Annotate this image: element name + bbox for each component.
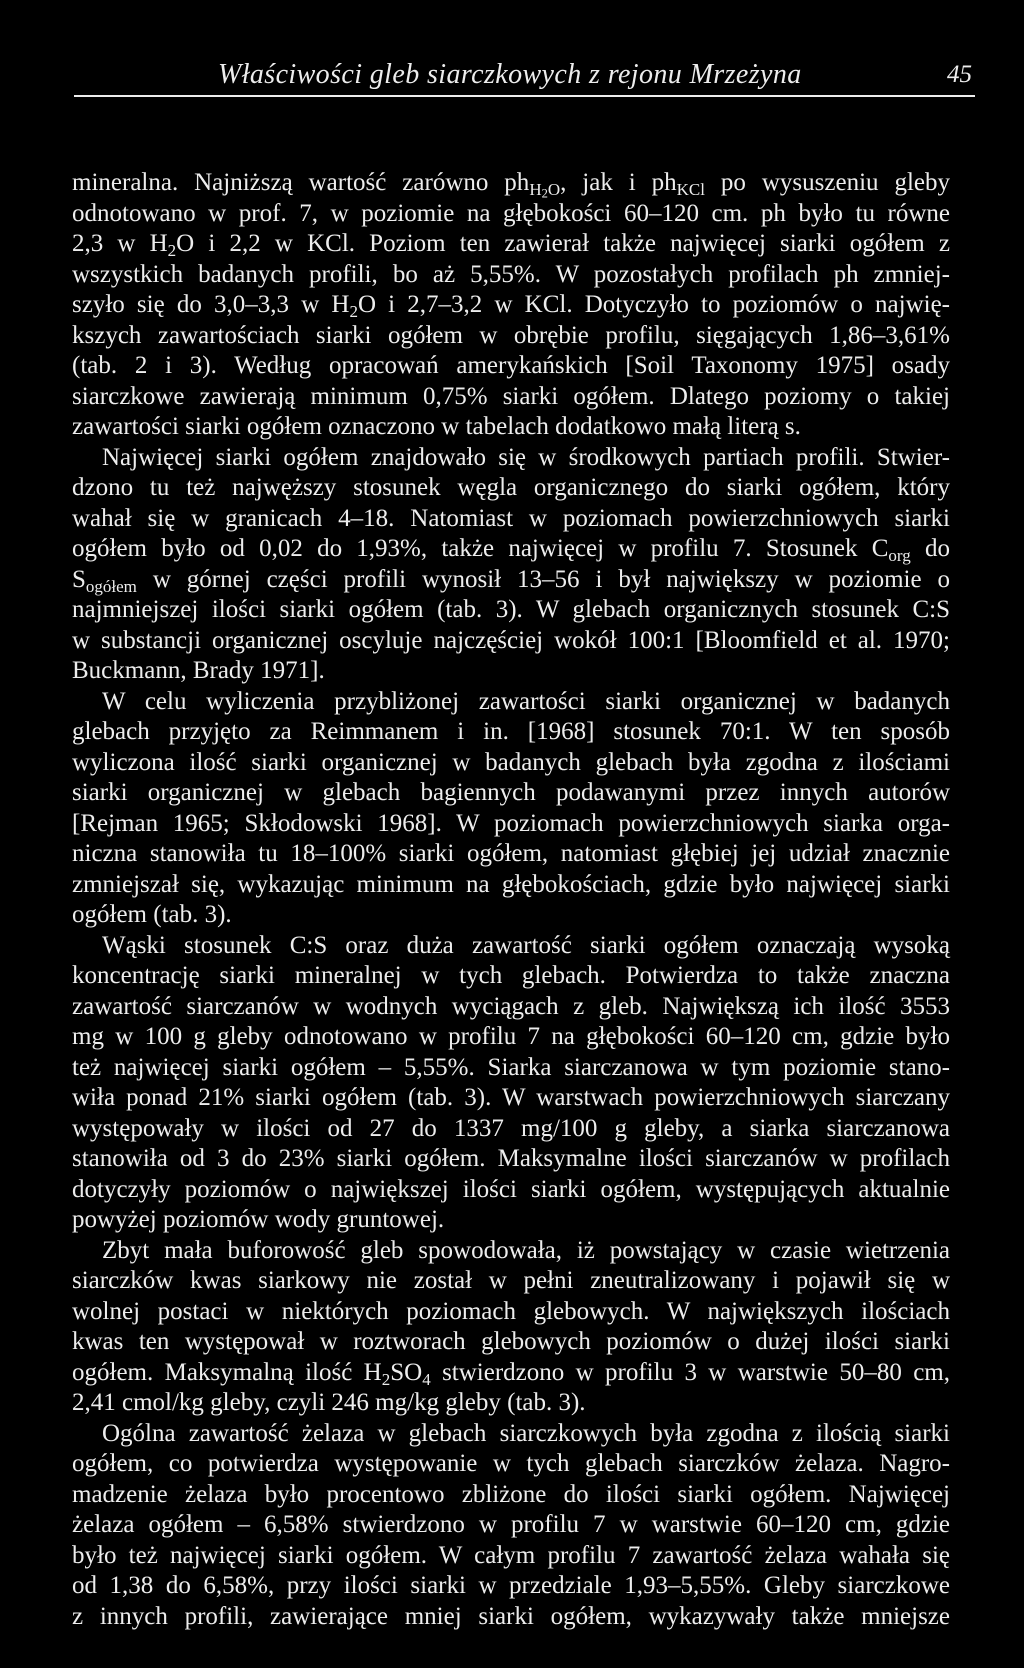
text-run: wiła ponad 21% siarki ogółem (tab. 3). W warstwach powierzchniowych siarczany [72, 1084, 950, 1111]
text-run: dzono tu też najwęższy stosunek węgla organicznego do siarki ogółem, który [72, 474, 950, 501]
text-line [72, 1480, 950, 1511]
text-line [72, 1114, 950, 1145]
text-run: kwas ten występował w roztworach glebowych poziomów o dużej ilości siarki [72, 1328, 950, 1355]
paragraph [72, 443, 950, 687]
text-run: 2,41 cmol/kg gleby, czyli 246 mg/kg gleby (tab. 3). [72, 1389, 586, 1416]
text-line [72, 229, 950, 260]
subscript-text: ogółem [85, 576, 137, 596]
text-line [72, 351, 950, 382]
text-line [72, 626, 950, 657]
text-line [72, 1205, 950, 1236]
text-run: do [910, 535, 951, 562]
text-run: 2,3 w H [72, 230, 168, 257]
text-line [72, 260, 950, 291]
text-run: SO [390, 1358, 423, 1386]
text-run: mg w 100 g gleby odnotowano w profilu 7 na głębokości 60–120 cm, gdzie było [72, 1023, 950, 1050]
text-run: ogółem było od 0,02 do 1,93%, także najwięcej w profilu 7. Stosunek C [72, 535, 889, 562]
text-line [72, 748, 950, 779]
text-run: wolnej postaci w niektórych poziomach glebowych. W największych ilościach [72, 1297, 950, 1325]
text-run: żelaza ogółem – 6,58% stwierdzono w profilu 7 w warstwie 60–120 cm, gdzie [72, 1511, 950, 1538]
text-run: O i 2,7–3,2 w KCl. Dotyczyło to poziomów o najwię- [357, 291, 950, 318]
text-run: stanowiła od 3 do 23% siarki ogółem. Maksymalne ilości siarczanów w profilach [72, 1145, 950, 1172]
text-line [72, 534, 950, 565]
text-line [72, 1297, 950, 1328]
subscript-text: H [529, 180, 542, 200]
text-run: zawartości siarki ogółem oznaczono w tabelach dodatkowo małą literą s. [72, 413, 801, 440]
text-run: odnotowano w prof. 7, w poziomie na głębokości 60–120 cm. ph było tu równe [72, 199, 950, 227]
text-run: S [72, 565, 86, 593]
text-run: dotyczyły poziomów o największej ilości siarki ogółem, występujących aktualnie [72, 1175, 950, 1203]
text-line [72, 656, 950, 687]
paragraph [72, 1236, 950, 1419]
text-run: z innych profili, zawierające mniej siarki ogółem, wykazywały także mniejsze [72, 1602, 950, 1630]
body-text [72, 168, 950, 1632]
text-line [72, 595, 950, 626]
subscript-text: org [888, 546, 911, 566]
text-line [72, 1571, 950, 1602]
text-line [72, 1175, 950, 1206]
text-run: [Rejman 1965; Skłodowski 1968]. W poziomach powierzchniowych siarka orga- [72, 809, 950, 837]
text-run: siarki organicznej w glebach bagiennych podawanymi przez innych autorów [72, 779, 950, 806]
text-line [72, 290, 950, 321]
text-run: siarczków kwas siarkowy nie został w pełni zneutralizowany i pojawił się w [72, 1267, 950, 1294]
text-run: najmniejszej ilości siarki ogółem (tab. 3). W glebach organicznych stosunek C:S [72, 596, 950, 623]
text-line [72, 961, 950, 992]
paragraph [72, 687, 950, 931]
running-header-title: Właściwości gleb siarczkowych z rejonu Mrzeżyna [218, 59, 802, 90]
text-line [72, 900, 950, 931]
text-line [72, 778, 950, 809]
text-run: kszych zawartościach siarki ogółem w obrębie profilu, sięgających 1,86–3,61% [72, 321, 950, 349]
text-run: ogółem. Maksymalną ilość H [72, 1358, 382, 1386]
text-line [72, 504, 950, 535]
text-line [72, 870, 950, 901]
text-run: wszystkich badanych profili, bo aż 5,55%. W pozostałych profilach ph zmniej- [72, 260, 950, 288]
text-run: od 1,38 do 6,58%, przy ilości siarki w przedziale 1,93–5,55%. Gleby siarczkowe [72, 1572, 950, 1599]
text-line [72, 1419, 950, 1450]
header-rule [74, 95, 975, 97]
text-line [72, 1449, 950, 1480]
text-run: było też najwięcej siarki ogółem. W całym profilu 7 zawartość żelaza wahała się [72, 1541, 950, 1569]
text-line [72, 1602, 950, 1633]
text-line [72, 1388, 950, 1419]
text-run: Zbyt mała buforowość gleb spowodowała, iż powstający w czasie wietrzenia [102, 1236, 950, 1264]
text-run: (tab. 2 i 3). Według opracowań amerykańskich [Soil Taxonomy 1975] osady [72, 352, 950, 379]
page-number: 45 [947, 61, 972, 88]
text-run: Wąski stosunek C:S oraz duża zawartość siarki ogółem oznaczają wysoką [102, 931, 950, 959]
text-line [72, 565, 950, 596]
text-line [72, 1144, 950, 1175]
text-run: O i 2,2 w KCl. Poziom ten zawierał także najwięcej siarki ogółem z [176, 230, 950, 257]
text-run: Buckmann, Brady 1971]. [72, 657, 325, 684]
text-run: Ogólna zawartość żelaza w glebach siarczkowych była zgodna z ilością siarki [102, 1419, 950, 1447]
text-line [72, 1236, 950, 1267]
subscript-text: 2 [381, 1369, 391, 1389]
text-run: W celu wyliczenia przybliżonej zawartości siarki organicznej w badanych [102, 687, 950, 715]
subscript-text: 2 [167, 241, 177, 261]
text-run: w substancji organicznej oscyluje najczęściej wokół 100:1 [Bloomfield et al. 1970; [72, 626, 950, 654]
text-line [72, 931, 950, 962]
text-line [72, 382, 950, 413]
text-run: wyliczona ilość siarki organicznej w badanych glebach była zgodna z ilościami [72, 748, 950, 776]
text-run: wahał się w granicach 4–18. Natomiast w poziomach powierzchniowych siarki [72, 504, 950, 532]
subscript-text: KCl [676, 180, 705, 200]
text-run: ogółem (tab. 3). [72, 901, 232, 928]
text-run: też najwięcej siarki ogółem – 5,55%. Siarka siarczanowa w tym poziomie stano- [72, 1053, 950, 1081]
text-line [72, 1266, 950, 1297]
text-run: glebach przyjęto za Reimmanem i in. [1968] stosunek 70:1. W ten sposób [72, 718, 950, 745]
subscript-text: 2 [349, 302, 358, 322]
text-line [72, 321, 950, 352]
paragraph [72, 1419, 950, 1633]
text-run: zmniejszał się, wykazując minimum na głębokościach, gdzie było najwięcej siarki [72, 870, 950, 898]
text-line [72, 1358, 950, 1389]
text-line [72, 199, 950, 230]
subscript-text: 4 [422, 1369, 431, 1389]
text-run: madzenie żelaza było procentowo zbliżone do ilości siarki ogółem. Najwięcej [72, 1480, 950, 1508]
paragraph [72, 931, 950, 1236]
text-line [72, 443, 950, 474]
text-line [72, 992, 950, 1023]
text-line [72, 1510, 950, 1541]
text-line [72, 412, 950, 443]
text-run: występowały w ilości od 27 do 1337 mg/100 g gleby, a siarka siarczanowa [72, 1114, 950, 1142]
text-line [72, 1327, 950, 1358]
subscript-text: 2 [541, 186, 548, 201]
text-run: zawartość siarczanów w wodnych wyciągach z gleb. Największą ich ilość 3553 [72, 992, 950, 1020]
text-line [72, 839, 950, 870]
text-line [72, 1083, 950, 1114]
text-line [72, 168, 950, 199]
text-run: ogółem, co potwierdza występowanie w tych glebach siarczków żelaza. Nagro- [72, 1450, 950, 1477]
paragraph [72, 168, 950, 443]
text-line [72, 473, 950, 504]
text-run: stwierdzono w profilu 3 w warstwie 50–80 cm, [430, 1358, 950, 1386]
text-run: Najwięcej siarki ogółem znajdowało się w środkowych partiach profili. Stwier- [102, 443, 950, 471]
text-run: niczna stanowiła tu 18–100% siarki ogółem, natomiast głębiej jej udział znacznie [72, 840, 950, 867]
text-line [72, 687, 950, 718]
text-run: po wysuszeniu gleby [705, 169, 950, 196]
text-line [72, 717, 950, 748]
text-run: mineralna. Najniższą wartość zarówno ph [72, 169, 530, 196]
text-line [72, 1022, 950, 1053]
text-run: powyżej poziomów wody gruntowej. [72, 1206, 445, 1233]
text-run: koncentrację siarki mineralnej w tych glebach. Potwierdza to także znaczna [72, 962, 950, 989]
text-run: , jak i ph [560, 169, 677, 196]
text-line [72, 809, 950, 840]
subscript-text: O [547, 180, 561, 200]
text-run: siarczkowe zawierają minimum 0,75% siarki ogółem. Dlatego poziomy o takiej [72, 382, 950, 410]
text-line [72, 1541, 950, 1572]
text-line [72, 1053, 950, 1084]
text-run: szyło się do 3,0–3,3 w H [72, 291, 350, 318]
text-run: w górnej części profili wynosił 13–56 i był największy w poziomie o [136, 565, 950, 593]
